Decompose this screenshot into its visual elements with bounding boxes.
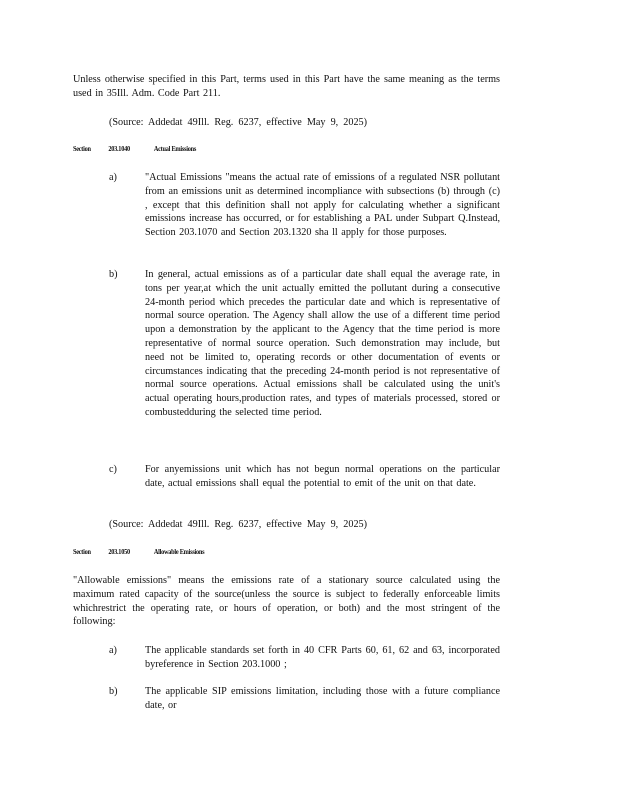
item-label: a) xyxy=(109,645,117,656)
intro-paragraph: Unless otherwise specified in this Part, terms used in this Part have the same meaning as the terms used in 35Ill. Adm. Code Part 211. xyxy=(73,74,500,99)
section-title: Allowable Emissions xyxy=(153,547,205,556)
item-text: The applicable SIP emissions limitation, including those with a future compliance date, or xyxy=(145,686,500,711)
section-word: Section xyxy=(73,547,91,556)
item-label: c) xyxy=(109,464,117,475)
section-word: Section xyxy=(73,144,91,153)
item-label: b) xyxy=(109,686,118,697)
section-number: 203.1040 xyxy=(108,144,130,153)
allowable-definition-paragraph: "Allowable emissions" means the emissions rate of a stationary source calculated using the maximum rated capacity of the source(unless the source is subject to federally enforceable limits whichrestrict the operating rate, or hours of operation, or both) and the most stringent of the following: xyxy=(73,575,500,628)
item-text: For anyemissions unit which has not begun normal operations on the particular date, actual emissions shall equal the potential to emit of the unit on that date. xyxy=(145,464,500,489)
item-label: a) xyxy=(109,172,117,183)
item-text: The applicable standards set forth in 40 CFR Parts 60, 61, 62 and 63, incorporated byreference in Section 203.1000 ; xyxy=(145,645,500,670)
section-title: Actual Emissions xyxy=(153,144,197,153)
section-heading xyxy=(73,547,204,556)
source-note: (Source: Addedat 49Ill. Reg. 6237, effective May 9, 2025) xyxy=(109,117,368,128)
item-text: In general, actual emissions as of a particular date shall equal the average rate, in tons per year,at which the unit actually emitted the pollutant during a consecutive 24-month period which precedes the particular date and which is representative of normal source operation. The Agency shall allow the use of a different time period upon a demonstration by the applicant to the Agency that the time period is more representative of normal source operation. Such demonstration may include, but need not be limited to, operating records or other documentation of events or circumstances indicating that the preceding 24-month period is not representative of normal source operations. Actual emissions shall be calculated using the unit's actual operating hours,production rates, and types of materials processed, stored or combustedduring the selected time period. xyxy=(145,269,500,418)
item-label: b) xyxy=(109,269,118,280)
source-note: (Source: Addedat 49Ill. Reg. 6237, effective May 9, 2025) xyxy=(109,519,368,530)
section-heading xyxy=(73,144,196,153)
section-number: 203.1050 xyxy=(108,547,130,556)
item-text: "Actual Emissions "means the actual rate of emissions of a regulated NSR pollutant from an emissions unit as determined incompliance with subsections (b) through (c) , except that this definition shall not apply for calculating whether a significant emissions increase has occurred, or for establishing a PAL under Subpart Q.Instead, Section 203.1070 and Section 203.1320 sha ll apply for those purposes. xyxy=(145,172,500,239)
